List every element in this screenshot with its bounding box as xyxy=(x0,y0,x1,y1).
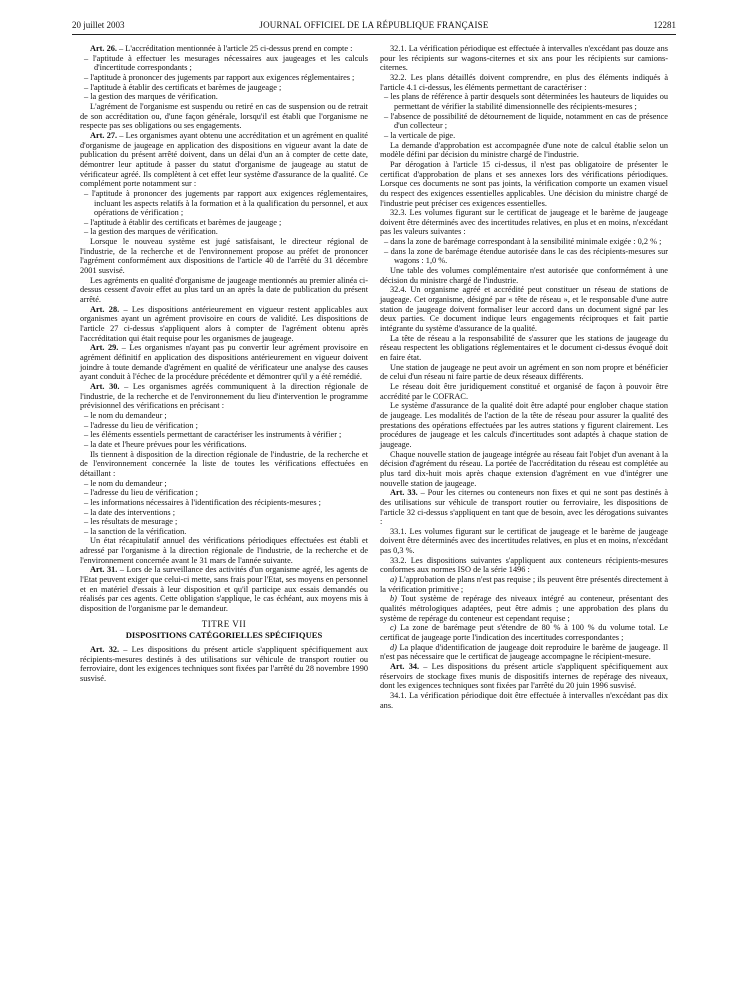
list-item: – les informations nécessaires à l'identification des récipients-mesures ; xyxy=(80,498,368,508)
paragraph-34-1: 34.1. La vérification périodique doit être effectuée à intervalles n'excédant pas dix ans. xyxy=(380,690,668,710)
article-30-list-2 xyxy=(80,479,368,537)
item-letter: c) xyxy=(390,623,397,633)
journal-title: JOURNAL OFFICIEL DE LA RÉPUBLIQUE FRANÇAISE xyxy=(259,20,489,30)
article-33: Art. 33. – Pour les citernes ou conteneurs non fixes et qui ne sont pas destinés à des utilisations sur véhicule de transport routier ou ferroviaire, les dispositions de l'article 32 ci-dessus s'appliquent en tant que de besoin, avec les dérogations suivantes : xyxy=(380,488,668,527)
paragraph-33-2-b: b) Tout système de repérage des niveaux intégré au conteneur, présentant des qualités métrologiques adaptées, peut être admis ; une approbation des plans du système de repérage du conteneur est cependant requise ; xyxy=(380,594,668,623)
list-item: – dans la zone de barémage étendue autorisée dans le cas des récipients-mesures sur wagons : 1,0 %. xyxy=(380,247,668,266)
paragraph-33-2: 33.2. Les dispositions suivantes s'appliquent aux conteneurs récipients-mesures conformes aux normes ISO de la série 1496 : xyxy=(380,555,668,575)
list-item: – le nom du demandeur ; xyxy=(80,479,368,489)
article-label: Art. 28. xyxy=(90,304,120,314)
list-item: – l'aptitude à effectuer les mesurages nécessaires aux jaugeages et les calculs d'incertitude correspondants ; xyxy=(80,54,368,73)
article-27-list xyxy=(80,189,368,237)
section-subtitle: DISPOSITIONS CATÉGORIELLES SPÉCIFIQUES xyxy=(125,630,323,641)
article-30-list xyxy=(80,411,368,450)
paragraph: Lorsque le nouveau système est jugé satisfaisant, le directeur régional de l'industrie, de la recherche et de l'environnement propose au préfet de prononcer l'agrément conformément aux dispositions de l'article 40 de l'arrêté du 31 décembre 2001 susvisé. xyxy=(80,237,368,276)
list-item: – les éléments essentiels permettant de caractériser les instruments à vérifier ; xyxy=(80,430,368,440)
article-27: Art. 27. – Les organismes ayant obtenu une accréditation et un agrément en qualité d'organisme de jaugeage en application des dispositions en vigueur avant la date de publication du présent arrêté doivent, dans un délai d'un an à compter de cette date, démontrer leur aptitude à passer du statut d'organisme de jaugeage au statut de vérificateur agréé. Ils complètent à cet effet leur système d'assurance de la qualité. Ce complément porte notamment sur : xyxy=(80,130,368,189)
paragraph-32-4: 32.4. Un organisme agréé et accrédité peut constituer un réseau de stations de jaugeage. Cet organisme, désigné par « tête de réseau », et le responsable d'une autre station de jaugeage doivent formaliser leur accord dans un document signé par les deux parties. Ce document indique leurs engagements réciproques et fait partie intégrante du système d'assurance de la qualité. xyxy=(380,285,668,334)
article-label: Art. 30. xyxy=(90,381,120,391)
article-label: Art. 32. xyxy=(90,645,120,655)
paragraph: La tête de réseau a la responsabilité de s'assurer que les stations de jaugeage du réseau respectent les obligations réglementaires et le document ci-dessus évoqué doit en faire état. xyxy=(380,333,668,362)
paragraph: Une table des volumes complémentaire n'est autorisée que conformément à une décision du ministre chargé de l'industrie. xyxy=(380,266,668,285)
list-item: – l'aptitude à établir des certificats et barèmes de jaugeage ; xyxy=(80,83,368,93)
list-item: – la gestion des marques de vérification. xyxy=(80,227,368,237)
paragraph-32-1: 32.1. La vérification périodique est effectuée à intervalles n'excédant pas douze ans pour les récipients sur wagons-citernes et six ans pour les récipients sur camions-citernes. xyxy=(380,44,668,73)
page-header xyxy=(72,20,676,35)
article-29: Art. 29. – Les organismes n'ayant pas pu convertir leur agrément provisoire en agrément définitif en application des dispositions antérieurement en vigueur doivent joindre à toute demande d'agrément en qualité de vérificateur une analyse des causes ayant conduit à l'échec de la procédure précédente et démontrer qu'il y a été remédié. xyxy=(80,343,368,382)
article-label: Art. 33. xyxy=(390,488,418,498)
paragraph: L'agrément de l'organisme est suspendu ou retiré en cas de suspension ou de retrait de son accréditation ou, d'une façon générale, lorsqu'il est établi que l'organisme ne respecte pas ses obligations ou ses engagements. xyxy=(80,101,368,131)
list-item: – l'aptitude à prononcer des jugements par rapport aux exigences réglementaires, incluant les aspects relatifs à la formation et à la qualification du personnel, et aux opérations de vérification ; xyxy=(80,189,368,218)
list-item: – la verticale de pige. xyxy=(380,131,668,141)
article-label: Art. 34. xyxy=(390,662,420,671)
right-column xyxy=(380,44,668,710)
paragraph: Le système d'assurance de la qualité doit être adapté pour englober chaque station de jaugeage. Les modalités de l'action de la tête de réseau pour assurer la qualité des prestations des opérations effectuées par les autres stations y figurent clairement. Les procédures de jaugeage et les calculs d'incertitudes sont adaptés à chaque station de jaugeage. xyxy=(380,401,668,449)
paragraph-32-2: 32.2. Les plans détaillés doivent comprendre, en plus des éléments indiqués à l'article 4.1 ci-dessus, les éléments permettant de caractériser : xyxy=(380,72,668,92)
list-item: – l'adresse du lieu de vérification ; xyxy=(80,488,368,498)
list-item: – les résultats de mesurage ; xyxy=(80,517,368,527)
paragraph-33-2-d: d) La plaque d'identification de jaugeage doit reproduire le barème de jaugeage. Il n'est pas nécessaire que le certificat de jaugeage accompagne le récipient-mesure. xyxy=(380,642,668,662)
paragraph-32-3-list xyxy=(380,237,668,266)
list-item: – l'aptitude à établir des certificats et barèmes de jaugeage ; xyxy=(80,218,368,228)
paragraph: Ils tiennent à disposition de la direction régionale de l'industrie, de la recherche et de l'environnement concernée la liste de toutes les vérifications effectuées en détaillant : xyxy=(80,449,368,478)
paragraph: Une station de jaugeage ne peut avoir un agrément en son nom propre et bénéficier de celui d'un réseau ni faire partie de deux réseaux différents. xyxy=(380,362,668,382)
paragraph: Les agréments en qualité d'organisme de jaugeage mentionnés au premier alinéa ci-dessus cessent d'avoir effet au plus tard un an après la date de publication du présent arrêté. xyxy=(80,275,368,305)
section-title: TITRE VII xyxy=(201,618,247,629)
paragraph-32-2-list xyxy=(380,92,668,140)
list-item: – l'absence de possibilité de détournement de liquide, notamment en cas de présence d'un collecteur ; xyxy=(380,112,668,131)
article-30: Art. 30. – Les organismes agréés communiquent à la direction régionale de l'industrie, de la recherche et de l'environnement du lieu d'intervention le programme prévisionnel des vérifications en précisant : xyxy=(80,381,368,411)
paragraph-33-1: 33.1. Les volumes figurant sur le certificat de jaugeage et le barème de jaugeage doivent être déterminés avec des incertitudes relatives, en plus et en moins, n'excédant pas 0,3 %. xyxy=(380,526,668,556)
paragraph: Le réseau doit être juridiquement constitué et organisé de façon à pouvoir être accrédité par le COFRAC. xyxy=(380,381,668,401)
item-letter: a) xyxy=(390,575,397,585)
list-item: – les plans de référence à partir desquels sont déterminées les hauteurs de liquides ou permettant de vérifier la stabilité dimensionnelle des récipients-mesures ; xyxy=(380,92,668,111)
item-letter: b) xyxy=(390,594,397,604)
left-column xyxy=(80,44,368,684)
list-item: – dans la zone de barémage correspondant à la sensibilité minimale exigée : 0,2 % ; xyxy=(380,237,668,247)
article-label: Art. 27. xyxy=(90,130,118,140)
paragraph: Chaque nouvelle station de jaugeage intégrée au réseau fait l'objet d'un avenant à la décision d'agrément du réseau. La portée de l'accréditation du réseau est complétée au plus tard dix-huit mois après chaque extension d'agrément en vue d'intégrer une nouvelle station de jaugeage. xyxy=(380,449,668,488)
paragraph: La demande d'approbation est accompagnée d'une note de calcul établie selon un modèle défini par décision du ministre chargé de l'industrie. xyxy=(380,140,668,160)
item-letter: d) xyxy=(390,642,397,652)
paragraph-33-2-c: c) La zone de barémage peut s'étendre de 80 % à 100 % du volume total. Le certificat de jaugeage porte l'indication des incertitudes correspondantes ; xyxy=(380,623,668,643)
article-26-list xyxy=(80,54,368,102)
article-label: Art. 29. xyxy=(90,343,119,353)
page-number: 12281 xyxy=(653,20,676,30)
list-item: – l'aptitude à prononcer des jugements par rapport aux exigences réglementaires ; xyxy=(80,73,368,83)
paragraph-33-2-a: a) L'approbation de plans n'est pas requise ; ils peuvent être présentés directement à la vérification primitive ; xyxy=(380,575,668,594)
article-28: Art. 28. – Les dispositions antérieurement en vigueur restent applicables aux organismes ayant un agrément provisoire en cours de validité. Les dispositions de l'article 27 ci-dessus s'appliquent alors à compter de l'agrément obtenu après l'accréditation qui était requise pour les organismes de jaugeage. xyxy=(80,304,368,343)
header-date: 20 juillet 2003 xyxy=(72,20,125,30)
article-label: Art. 26. xyxy=(90,44,117,53)
article-32: Art. 32. – Les dispositions du présent article s'appliquent spécifiquement aux récipients-mesures destinés à des utilisations sur véhicule de transport routier ou ferroviaire, dont les exigences techniques sont fixées par l'arrêté du 28 novembre 1990 susvisé. xyxy=(80,645,368,683)
list-item: – la sanction de la vérification. xyxy=(80,527,368,537)
paragraph: Un état récapitulatif annuel des vérifications périodiques effectuées est établi et adressé par l'organisme à la direction régionale de l'industrie, de la recherche et de l'environnement concernée avant le 31 mars de l'année suivante. xyxy=(80,536,368,565)
article-26: Art. 26. – L'accréditation mentionnée à l'article 25 ci-dessus prend en compte : xyxy=(90,44,353,53)
article-34: Art. 34. – Les dispositions du présent article s'appliquent spécifiquement aux réservoirs de stockage fixes munis de dispositifs internes de repérage des niveaux, dont les exigences techniques sont fixées par l'arrêté du 20 juin 1996 susvisé. xyxy=(380,662,668,691)
list-item: – l'adresse du lieu de vérification ; xyxy=(80,421,368,431)
list-item: – la date et l'heure prévues pour les vérifications. xyxy=(80,440,368,450)
article-31: Art. 31. – Lors de la surveillance des activités d'un organisme agréé, les agents de l'Etat peuvent exiger que celui-ci mette, sans frais pour l'Etat, ses moyens en personnel et en matériel d'essais à leur disposition et qu'il participe aux essais demandés ou réalisés par ces agents. Cette obligation s'applique, le cas échéant, aux moyens mis à disposition de l'organisme par le demandeur. xyxy=(80,565,368,614)
article-label: Art. 31. xyxy=(90,565,118,575)
list-item: – la gestion des marques de vérification. xyxy=(80,92,368,102)
paragraph: Par dérogation à l'article 15 ci-dessus, il n'est pas obligatoire de présenter le certificat d'approbation de plans et ses annexes lors des vérifications périodiques. Lorsque ces documents ne sont pas joints, la vérification comporte un examen visuel du respect des exigences essentielles applicables. Une décision du ministre chargé de l'industrie peut préciser ces exigences essentielles. xyxy=(380,159,668,208)
paragraph-32-3: 32.3. Les volumes figurant sur le certificat de jaugeage et le barème de jaugeage doivent être déterminés avec des incertitudes relatives, en plus et en moins, n'excédant pas les valeurs suivantes : xyxy=(380,208,668,237)
list-item: – le nom du demandeur ; xyxy=(80,411,368,421)
list-item: – la date des interventions ; xyxy=(80,508,368,518)
